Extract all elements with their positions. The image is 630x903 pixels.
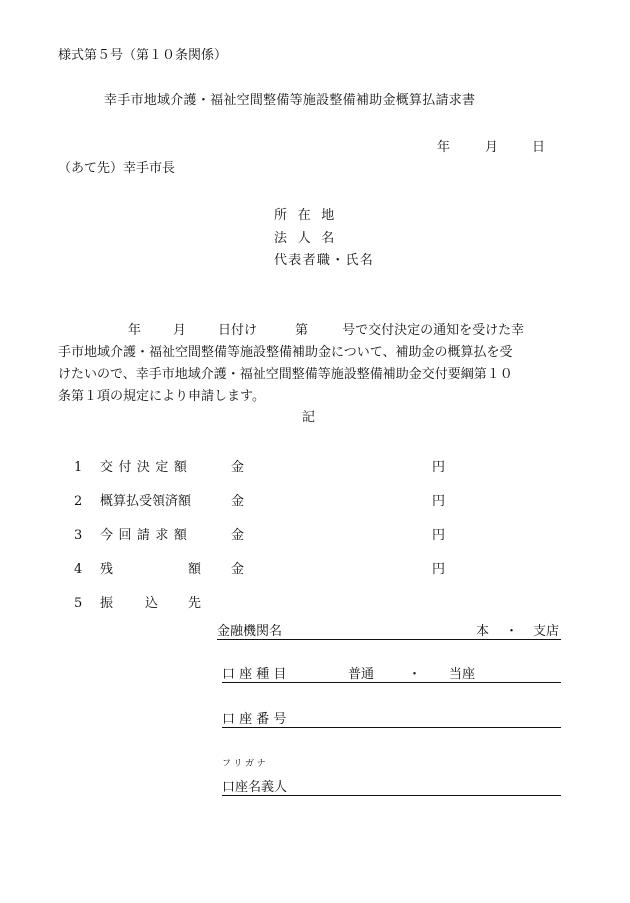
account-holder-label: 口座名義人 — [222, 780, 288, 795]
item-3-label: 今回請求額 — [100, 528, 193, 543]
body-line-3: けたいので、幸手市地域介護・福祉空間整備等施設整備補助金交付要綱第１０ — [58, 367, 513, 382]
bank-shiten: 支店 — [533, 624, 560, 639]
account-type-futsu: 普通 — [348, 667, 375, 682]
bank-dot: ・ — [505, 624, 519, 639]
account-type-label: 口 座 種 目 — [222, 667, 287, 682]
account-number-underline — [222, 727, 561, 728]
account-type-dot: ・ — [408, 667, 422, 682]
item-5-label-c: 先 — [188, 596, 202, 611]
account-type-toza: 当座 — [449, 667, 476, 682]
item-3-number: 3 — [74, 528, 83, 543]
item-2-kin: 金 — [231, 494, 245, 509]
item-3-kin: 金 — [231, 528, 245, 543]
item-4-label-b: 額 — [188, 562, 202, 577]
item-2-label: 概算払受領済額 — [100, 494, 192, 509]
bank-institution-underline — [217, 639, 561, 640]
ki-heading: 記 — [302, 410, 316, 425]
item-4-label-a: 残 — [100, 562, 114, 577]
date-day: 日 — [532, 140, 546, 155]
item-2-yen: 円 — [432, 494, 446, 509]
account-holder-underline — [222, 795, 561, 796]
applicant-rep-label: 代表者職・氏名 — [274, 253, 375, 268]
item-5-number: 5 — [74, 596, 83, 611]
applicant-address-label: 所 在 地 — [274, 208, 338, 223]
account-number-label: 口 座 番 号 — [222, 712, 287, 727]
account-type-underline — [222, 682, 561, 683]
body-line-1: 年 月 日付け 第 号で交付決定の通知を受けた幸 — [128, 323, 525, 338]
body-line-2: 手市地域介護・福祉空間整備等施設整備補助金について、補助金の概算払を受 — [58, 345, 513, 360]
item-1-kin: 金 — [231, 460, 245, 475]
body-paragraph — [58, 320, 572, 408]
bank-hon: 本 — [476, 624, 490, 639]
item-2-number: 2 — [74, 494, 83, 509]
item-4-kin: 金 — [231, 562, 245, 577]
item-5-label-a: 振 — [100, 596, 114, 611]
form-title: 幸手市地域介護・福祉空間整備等施設整備補助金概算払請求書 — [104, 93, 476, 108]
item-5-label-b: 込 — [145, 596, 159, 611]
bank-institution-label: 金融機関名 — [217, 624, 283, 639]
item-1-yen: 円 — [432, 460, 446, 475]
applicant-corp-label: 法 人 名 — [274, 231, 338, 246]
item-3-yen: 円 — [432, 528, 446, 543]
item-4-yen: 円 — [432, 562, 446, 577]
date-month: 月 — [485, 140, 499, 155]
addressee: （あて先）幸手市長 — [58, 161, 176, 176]
item-1-label: 交付決定額 — [100, 460, 193, 475]
item-1-number: 1 — [74, 460, 83, 475]
item-4-number: 4 — [74, 562, 83, 577]
form-number: 様式第５号（第１０条関係） — [58, 48, 228, 63]
body-line-4: 条第１項の規定により申請します。 — [58, 389, 265, 404]
furigana-label: フリガナ — [222, 759, 269, 769]
date-year: 年 — [437, 140, 451, 155]
